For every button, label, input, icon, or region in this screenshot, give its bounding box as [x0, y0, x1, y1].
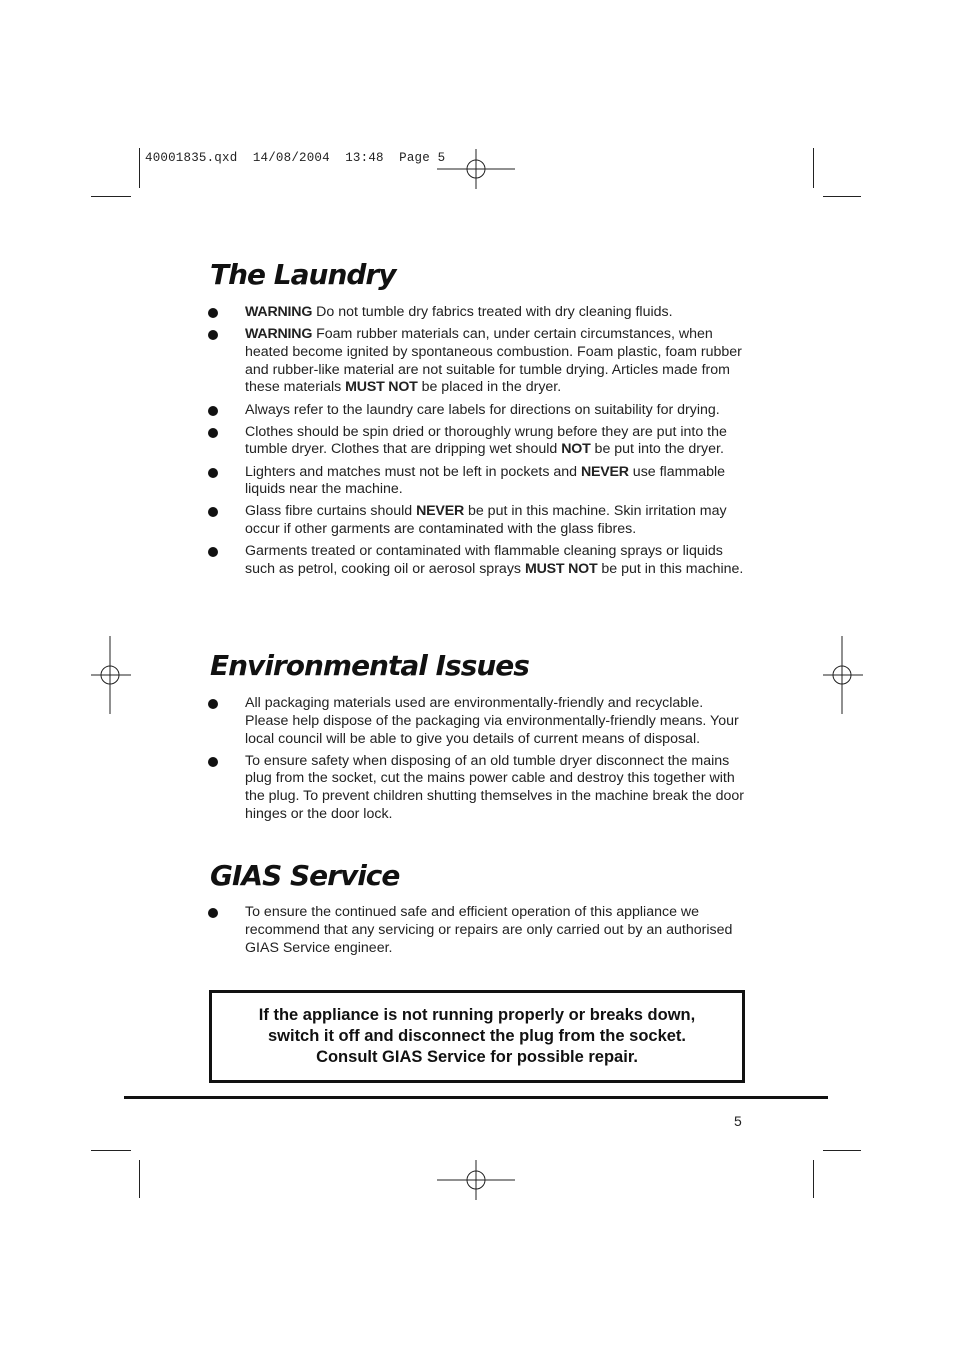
crop-mark	[139, 1160, 140, 1198]
service-notice-box	[209, 990, 745, 1083]
item-text: Foam rubber materials can, under certain circumstances, when heated become ignited by spontaneous combustion. Foam plastic, foam rubber and rubber-like material are not suitable for tumble drying. Articles made from these materials	[245, 326, 742, 396]
bullet-icon	[208, 330, 218, 340]
bullet-icon	[208, 547, 218, 557]
crop-mark	[813, 148, 814, 188]
item-text: All packaging materials used are environmentally-friendly and recyclable. Please help dispose of the packaging via environmentally-friendly means. Your local council will be able to give you details of current means of disposal.	[245, 695, 739, 747]
crop-mark	[813, 1160, 814, 1198]
list-item	[207, 904, 747, 957]
registration-mark-icon	[91, 636, 131, 714]
section-heading-environmental: Environmental Issues	[210, 649, 529, 682]
item-text: be put into the dryer.	[590, 441, 724, 458]
list-item	[207, 424, 747, 460]
crop-mark	[91, 196, 131, 197]
bullet-icon	[208, 468, 218, 478]
print-slug: 40001835.qxd 14/08/2004 13:48 Page 5	[145, 151, 446, 165]
notice-line: switch it off and disconnect the plug from the socket.	[267, 1027, 687, 1045]
list-item	[207, 402, 747, 420]
item-text: be put in this machine.	[597, 561, 744, 578]
bullet-icon	[208, 757, 218, 767]
list-item	[207, 503, 747, 539]
item-text: use flammable liquids near the machine.	[245, 463, 726, 498]
bullet-icon	[208, 406, 218, 416]
gias-service-list	[207, 904, 747, 962]
emphasis-keyword: NEVER	[416, 503, 465, 520]
crop-mark	[823, 1150, 861, 1151]
item-text: Garments treated or contaminated with flammable cleaning sprays or liquids such as petrol, cooking oil or aerosol sprays	[245, 543, 723, 578]
laundry-list	[207, 304, 747, 583]
bullet-icon	[208, 428, 218, 438]
crop-mark	[91, 1150, 131, 1151]
crop-mark	[139, 148, 140, 188]
list-item	[207, 326, 747, 397]
section-heading-laundry: The Laundry	[210, 258, 396, 291]
list-item	[207, 543, 747, 579]
registration-mark-icon	[823, 636, 863, 714]
item-text: Always refer to the laundry care labels for directions on suitability for drying.	[245, 401, 720, 418]
item-text: be placed in the dryer.	[417, 379, 562, 396]
page-number: 5	[734, 1113, 742, 1129]
notice-line: If the appliance is not running properly or breaks down,	[258, 1006, 696, 1024]
emphasis-keyword: MUST NOT	[524, 561, 598, 578]
list-item	[207, 464, 747, 500]
section-heading-gias-service: GIAS Service	[210, 859, 400, 892]
item-text: be put in this machine. Skin irritation may occur if other garments are contaminated with the glass fibres.	[245, 503, 727, 538]
emphasis-keyword: NEVER	[580, 463, 629, 480]
bullet-icon	[208, 507, 218, 517]
bullet-icon	[208, 699, 218, 709]
registration-mark-icon	[437, 1160, 517, 1200]
list-item	[207, 695, 747, 748]
bullet-icon	[208, 908, 218, 918]
item-text: Lighters and matches must not be left in pockets and	[245, 463, 581, 480]
item-text: To ensure safety when disposing of an old tumble dryer disconnect the mains plug from the socket, cut the mains power cable and destroy this together with the plug. To prevent children shutting themselves in the machine break the door hinges or the door lock.	[245, 752, 744, 823]
list-item	[207, 304, 747, 322]
bullet-icon	[208, 308, 218, 318]
environmental-list	[207, 695, 747, 828]
item-text: Clothes should be spin dried or thoroughly wrung before they are put into the tumble dryer. Clothes that are dripping wet should	[245, 423, 727, 458]
footer-rule	[124, 1096, 828, 1099]
item-text: To ensure the continued safe and efficient operation of this appliance we recommend that any servicing or repairs are only carried out by an authorised GIAS Service engineer.	[245, 904, 733, 956]
emphasis-keyword: NOT	[561, 441, 591, 458]
crop-mark	[823, 196, 861, 197]
emphasis-keyword: WARNING	[245, 326, 313, 343]
item-text: Glass fibre curtains should	[245, 503, 417, 520]
registration-mark-icon	[437, 149, 517, 189]
emphasis-keyword: WARNING	[245, 304, 313, 320]
item-text: Do not tumble dry fabrics treated with dry cleaning fluids.	[312, 304, 673, 320]
emphasis-keyword: MUST NOT	[345, 379, 418, 396]
list-item	[207, 753, 747, 824]
notice-line: Consult GIAS Service for possible repair.	[316, 1048, 638, 1066]
